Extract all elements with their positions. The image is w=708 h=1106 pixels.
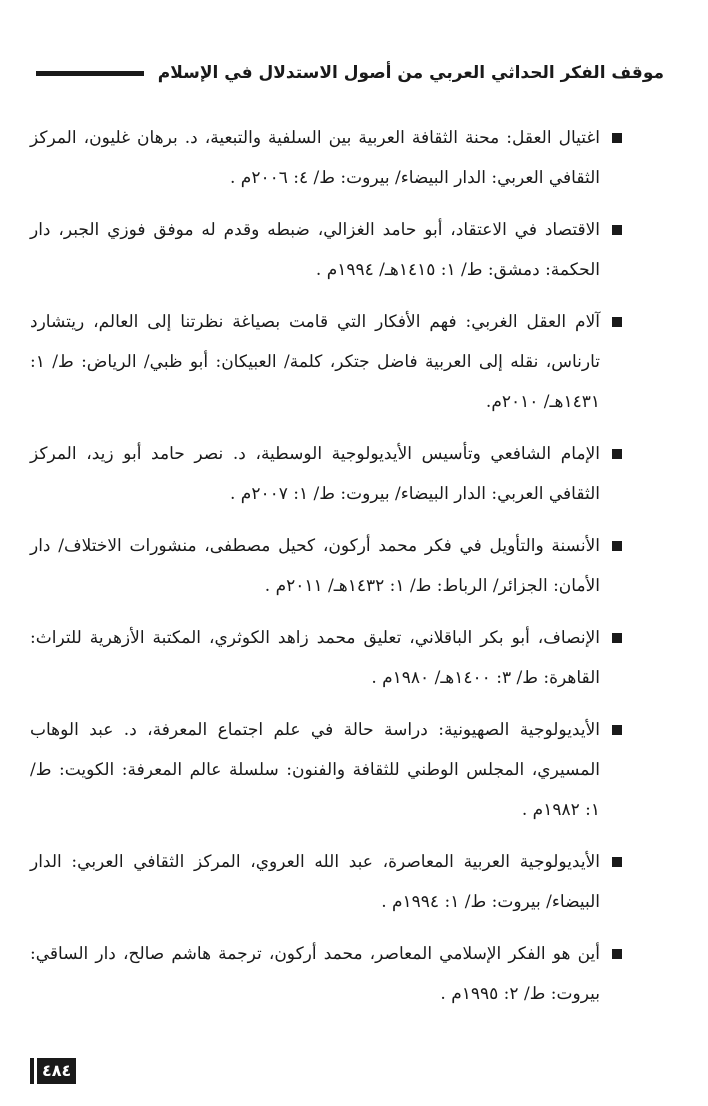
entry-text: الأيديولوجية العربية المعاصرة، عبد الله العروي، المركز الثقافي العربي: الدار البيضاء/ بيروت: ط/ ١: ١٩٩٤م . bbox=[30, 852, 600, 912]
bibliography-entry bbox=[30, 302, 600, 422]
entry-text: الاقتصاد في الاعتقاد، أبو حامد الغزالي، ضبطه وقدم له موفق فوزي الجبر، دار الحكمة: دمشق: ط/ ١: ١٤١٥هـ/ ١٩٩٤م . bbox=[30, 220, 600, 280]
square-bullet-icon bbox=[612, 317, 622, 327]
page-number: ٤٨٤ bbox=[37, 1058, 76, 1084]
bibliography-entry bbox=[30, 842, 600, 922]
entry-text: الأنسنة والتأويل في فكر محمد أركون، كحيل مصطفى، منشورات الاختلاف/ دار الأمان: الجزائر/ الرباط: ط/ ١: ١٤٣٢هـ/ ٢٠١١م . bbox=[30, 536, 600, 596]
folio-bar bbox=[30, 1058, 34, 1084]
square-bullet-icon bbox=[612, 133, 622, 143]
bibliography-entry bbox=[30, 434, 600, 514]
square-bullet-icon bbox=[612, 725, 622, 735]
square-bullet-icon bbox=[612, 225, 622, 235]
entry-text: الإنصاف، أبو بكر الباقلاني، تعليق محمد زاهد الكوثري، المكتبة الأزهرية للتراث: القاهرة: ط/ ٣: ١٤٠٠هـ/ ١٩٨٠م . bbox=[30, 628, 600, 688]
bibliography-entry bbox=[30, 210, 600, 290]
square-bullet-icon bbox=[612, 857, 622, 867]
entry-text: الإمام الشافعي وتأسيس الأيديولوجية الوسطية، د. نصر حامد أبو زيد، المركز الثقافي العربي: الدار البيضاء/ بيروت: ط/ ١: ٢٠٠٧م . bbox=[30, 444, 600, 504]
running-head bbox=[36, 56, 664, 90]
running-title: موقف الفكر الحداثي العربي من أصول الاستدلال في الإسلام bbox=[157, 63, 664, 83]
bibliography-entry bbox=[30, 934, 600, 1014]
bibliography-entry bbox=[30, 526, 600, 606]
entry-text: أين هو الفكر الإسلامي المعاصر، محمد أركون، ترجمة هاشم صالح، دار الساقي: بيروت: ط/ ٢: ١٩٩٥م . bbox=[30, 944, 600, 1004]
square-bullet-icon bbox=[612, 633, 622, 643]
header-rule bbox=[36, 71, 144, 76]
bibliography-list bbox=[30, 118, 600, 1026]
bibliography-entry bbox=[30, 710, 600, 830]
bibliography-entry bbox=[30, 118, 600, 198]
square-bullet-icon bbox=[612, 949, 622, 959]
bibliography-entry bbox=[30, 618, 600, 698]
page-folio bbox=[30, 1058, 76, 1084]
entry-text: الأيديولوجية الصهيونية: دراسة حالة في علم اجتماع المعرفة، د. عبد الوهاب المسيري، المجلس الوطني للثقافة والفنون: سلسلة عالم المعرفة: الكويت: ط/ ١: ١٩٨٢م . bbox=[30, 720, 600, 820]
square-bullet-icon bbox=[612, 541, 622, 551]
square-bullet-icon bbox=[612, 449, 622, 459]
entry-text: اغتيال العقل: محنة الثقافة العربية بين السلفية والتبعية، د. برهان غليون، المركز الثقافي العربي: الدار البيضاء/ بيروت: ط/ ٤: ٢٠٠٦م . bbox=[30, 128, 600, 188]
entry-text: آلام العقل الغربي: فهم الأفكار التي قامت بصياغة نظرتنا إلى العالم، ريتشارد تارناس، نقله إلى العربية فاضل جتكر، كلمة/ العبيكان: أبو ظبي/ الرياض: ط/ ١: ١٤٣١هـ/ ٢٠١٠م. bbox=[30, 312, 600, 412]
